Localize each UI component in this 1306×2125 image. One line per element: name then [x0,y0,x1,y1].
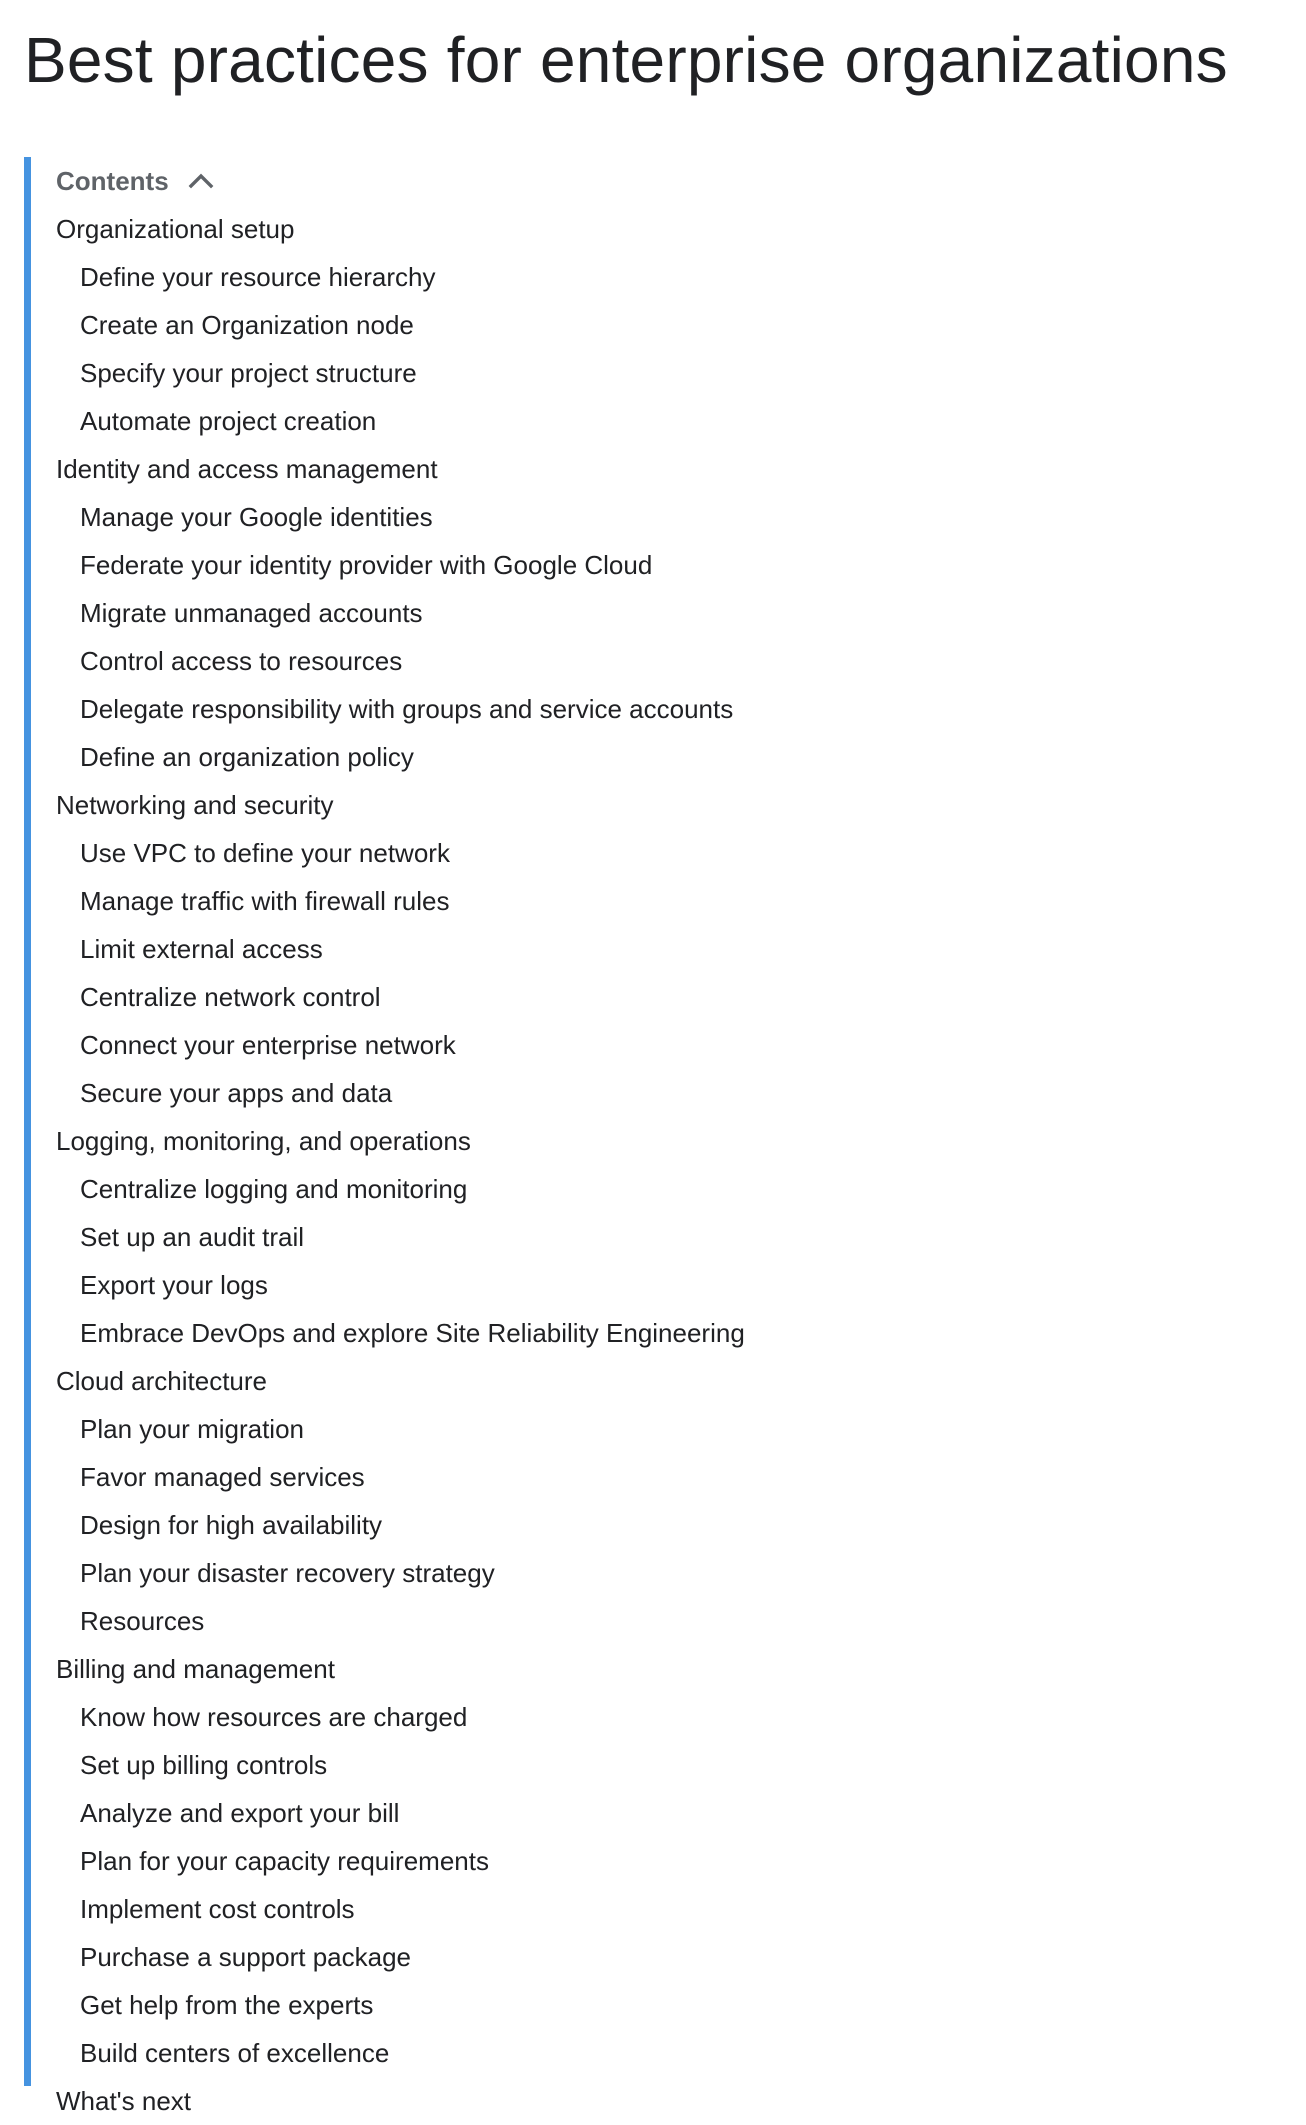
toc-subsection-link[interactable]: Use VPC to define your network [80,838,450,868]
toc-header-label: Contents [56,166,169,196]
toc-subsection-link[interactable]: Set up an audit trail [80,1222,305,1252]
toc-list [31,205,745,2125]
toc-subsection-link[interactable]: Migrate unmanaged accounts [80,598,423,628]
toc-subsection-link[interactable]: Plan your migration [80,1414,304,1444]
toc-subsection-link[interactable]: Analyze and export your bill [80,1798,400,1828]
toc-subsection-link[interactable]: Connect your enterprise network [80,1030,456,1060]
toc-subsection-link[interactable]: Design for high availability [80,1510,383,1540]
toc-subsection-link[interactable]: Manage traffic with firewall rules [80,886,450,916]
toc-section-link[interactable]: Identity and access management [56,454,438,484]
toc-subsection-link[interactable]: Embrace DevOps and explore Site Reliability Engineering [80,1318,745,1348]
toc-subsection-link[interactable]: Define an organization policy [80,742,414,772]
toc-subsection-link[interactable]: Control access to resources [80,646,403,676]
table-of-contents [24,157,1306,2116]
toc-section-link[interactable]: Organizational setup [56,214,295,244]
toc-subsection-link[interactable]: Implement cost controls [80,1894,355,1924]
toc-subsection-link[interactable]: Plan your disaster recovery strategy [80,1558,495,1588]
toc-subsection-link[interactable]: Plan for your capacity requirements [80,1846,489,1876]
toc-toggle[interactable] [56,157,215,205]
toc-subsection-link[interactable]: Federate your identity provider with Google Cloud [80,550,653,580]
toc-subsection-link[interactable]: Specify your project structure [80,358,417,388]
toc-section-link[interactable]: What's next [56,2086,192,2116]
toc-subsection-link[interactable]: Centralize network control [80,982,381,1012]
toc-subsection-link[interactable]: Set up billing controls [80,1750,328,1780]
toc-section-link[interactable]: Logging, monitoring, and operations [56,1126,471,1156]
toc-subsection-link[interactable]: Know how resources are charged [80,1702,468,1732]
toc-section-link[interactable]: Networking and security [56,790,334,820]
page-title: Best practices for enterprise organizations [24,24,1228,96]
toc-subsection-link[interactable]: Delegate responsibility with groups and service accounts [80,694,734,724]
toc-subsection-link[interactable]: Centralize logging and monitoring [80,1174,468,1204]
toc-section-link[interactable]: Cloud architecture [56,1366,267,1396]
toc-section-link[interactable]: Billing and management [56,1654,335,1684]
chevron-up-icon[interactable] [187,157,215,205]
toc-subsection-link[interactable]: Define your resource hierarchy [80,262,436,292]
toc-subsection-link[interactable]: Build centers of excellence [80,2038,390,2068]
toc-subsection-link[interactable]: Manage your Google identities [80,502,433,532]
toc-subsection-link[interactable]: Secure your apps and data [80,1078,393,1108]
toc-subsection-link[interactable]: Purchase a support package [80,1942,411,1972]
toc-subsection-link[interactable]: Automate project creation [80,406,377,436]
toc-subsection-link[interactable]: Create an Organization node [80,310,414,340]
toc-subsection-link[interactable]: Get help from the experts [80,1990,374,2020]
toc-subsection-link[interactable]: Favor managed services [80,1462,365,1492]
toc-subsection-link[interactable]: Limit external access [80,934,323,964]
toc-subsection-link[interactable]: Resources [80,1606,205,1636]
toc-subsection-link[interactable]: Export your logs [80,1270,268,1300]
